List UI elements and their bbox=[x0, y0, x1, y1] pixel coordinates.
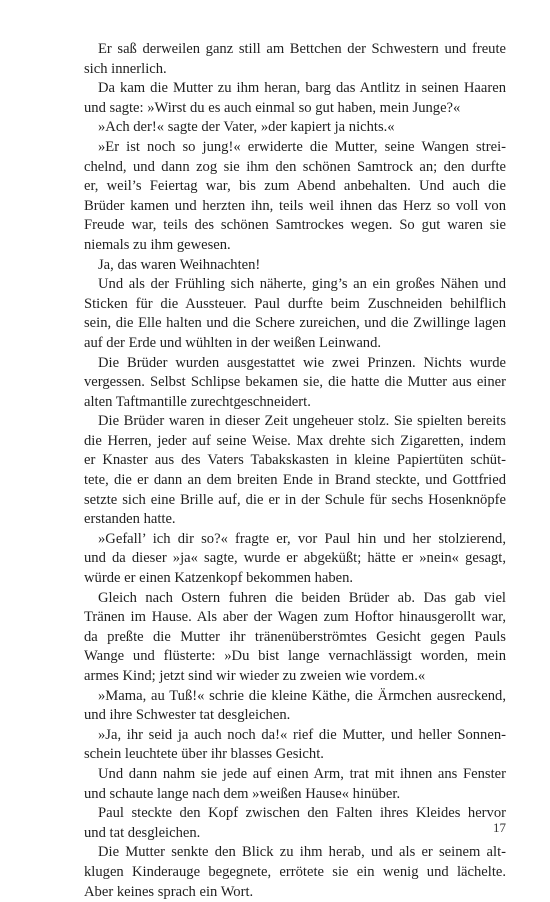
text-line: Aber keines sprach ein Wort. bbox=[84, 883, 254, 900]
text-line: Brüder kamen und herzten ihn, teils weil ihnen das Herz so voll von bbox=[84, 197, 506, 214]
text-line: vergessen. Selbst Schlipse bekamen sie, die hatte die Mutter aus einer bbox=[84, 374, 506, 391]
text-line: schein leuchtete über ihr blasses Gesicht. bbox=[84, 746, 324, 763]
text-line: und sagte: »Wirst du es auch einmal so gut haben, mein Junge?« bbox=[84, 99, 461, 116]
text-line: Ja, das waren Weihnachten! bbox=[98, 256, 261, 273]
text-line: Die Mutter senkte den Blick zu ihm herab, und als er seinem alt- bbox=[98, 844, 506, 861]
text-line: und schaute lange nach dem »weißen Hause« hinüber. bbox=[84, 785, 401, 802]
text-line: alten Taftmantille zurechtgeschneidert. bbox=[84, 393, 311, 410]
text-line: Wange und flüsterte: »Du bist lange vernachlässigt worden, mein bbox=[84, 648, 506, 665]
text-line: Freude war, teils des schönen Samtrockes wegen. So gut waren sie bbox=[84, 217, 506, 234]
text-line: da preßte die Mutter ihr tränenüberströmtes Gesicht gegen Pauls bbox=[84, 628, 506, 645]
text-line: »Mama, au Tuß!« schrie die kleine Käthe, die Ärmchen ausreckend, bbox=[98, 687, 506, 704]
text-line: und tat desgleichen. bbox=[84, 824, 201, 841]
text-line: Die Brüder waren in dieser Zeit ungeheuer stolz. Sie spielten bereits bbox=[98, 413, 506, 430]
text-line: Er saß derweilen ganz still am Bettchen der Schwestern und freute bbox=[98, 41, 506, 57]
text-line: erstanden hatte. bbox=[84, 511, 176, 528]
text-line: niemals zu ihm gewesen. bbox=[84, 236, 231, 253]
text-line: Die Brüder wurden ausgestattet wie zwei Prinzen. Nichts wurde bbox=[98, 354, 506, 371]
text-line: klugen Kinderauge begegnete, errötete sie ein wenig und lächelte. bbox=[84, 863, 506, 880]
text-line: tete, die er dann an dem breiten Ende in Brand steckte, und Gottfried bbox=[84, 472, 506, 489]
page-body bbox=[84, 40, 506, 902]
text-line: er, weil’s Feiertag war, bis zum Abend anbehalten. Und auch die bbox=[84, 178, 506, 195]
text-line: sich innerlich. bbox=[84, 60, 167, 77]
text-line: er Knaster aus des Vaters Tabakskasten in kleine Papiertüten schüt- bbox=[84, 452, 506, 469]
text-line: Sticken für die Aussteuer. Paul durfte beim Zuschneiden behilflich bbox=[84, 295, 506, 312]
text-line: und ihre Schwester tat desgleichen. bbox=[84, 707, 291, 724]
text-line: die Herren, jeder auf seine Weise. Max drehte sich Zigaretten, indem bbox=[84, 432, 506, 449]
text-line: »Ach der!« sagte der Vater, »der kapiert ja nichts.« bbox=[98, 119, 395, 136]
text-line: setzte sich eine Brille auf, die er in der Schule für sechs Hosenknöpfe bbox=[84, 491, 506, 508]
text-line: Paul steckte den Kopf zwischen den Falten ihres Kleides hervor bbox=[98, 805, 506, 822]
text-line: Und als der Frühling sich näherte, ging’s an ein großes Nähen und bbox=[98, 276, 506, 293]
text-line: auf der Erde und wühlten in der weißen Leinwand. bbox=[84, 334, 382, 351]
text-line: sein, die Elle halten und die Schere zureichen, und die Zwillinge lagen bbox=[84, 315, 506, 332]
text-line: »Er ist noch so jung!« erwiderte die Mutter, seine Wangen strei- bbox=[98, 138, 506, 155]
page-number: 17 bbox=[493, 820, 506, 835]
text-line: chelnd, und dann zog sie ihm den schönen Samtrock an; den durfte bbox=[84, 158, 506, 175]
text-line: Tränen im Hause. Als aber der Wagen zum Hoftor hinausgerollt war, bbox=[84, 609, 506, 626]
text-line: Da kam die Mutter zu ihm heran, barg das Antlitz in seinen Haaren bbox=[98, 80, 506, 97]
text-line: armes Kind; jetzt sind wir wieder zu zweien wie vordem.« bbox=[84, 668, 426, 684]
text-line: und da dieser »ja« sagte, wurde er abgeküßt; hätte er »nein« gesagt, bbox=[84, 550, 506, 567]
text-line: Und dann nahm sie jede auf einen Arm, trat mit ihnen ans Fenster bbox=[98, 765, 506, 782]
text-line: Gleich nach Ostern fuhren die beiden Brüder ab. Das gab viel bbox=[98, 589, 506, 606]
text-line: »Ja, ihr seid ja auch noch da!« rief die Mutter, und heller Sonnen- bbox=[98, 726, 506, 743]
text-line: »Gefall’ ich dir so?« fragte er, vor Paul hin und her stolzierend, bbox=[98, 530, 506, 547]
text-line: würde er einen Katzenkopf bekommen haben. bbox=[84, 570, 354, 587]
